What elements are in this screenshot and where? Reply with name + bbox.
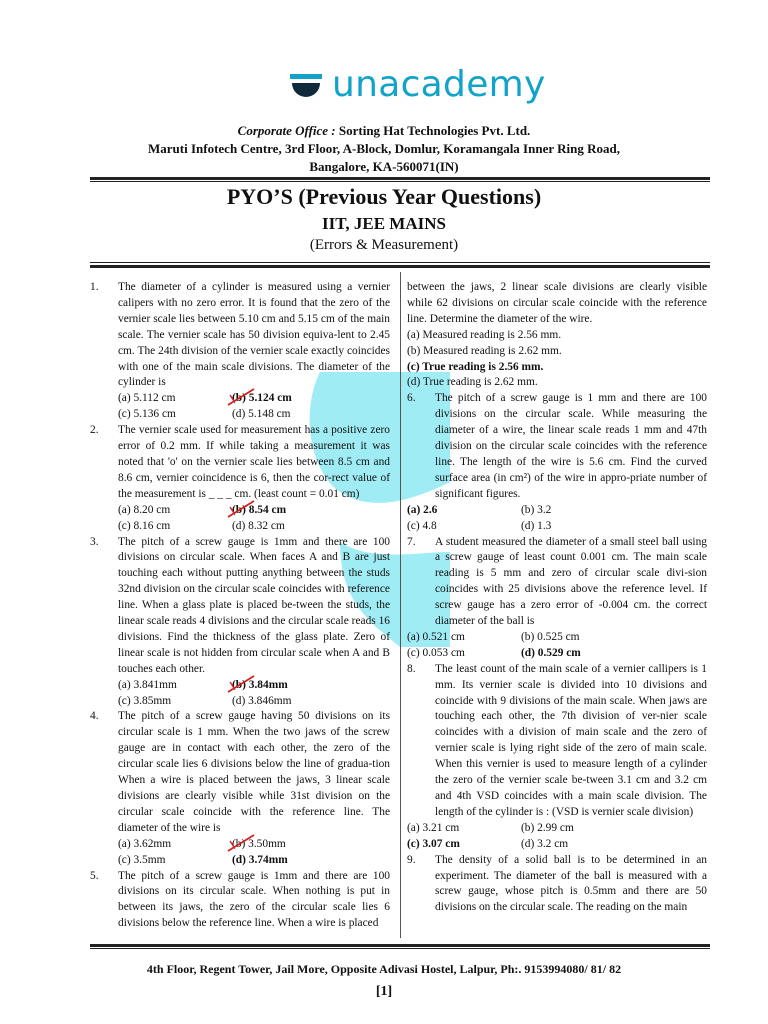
question-number: 3. xyxy=(90,535,99,548)
option-d: (d) 3.846mm xyxy=(232,694,292,707)
corporate-address-2: Bangalore, KA-560071(IN) xyxy=(309,159,459,174)
footer-address: 4th Floor, Regent Tower, Jail More, Opposite Adivasi Hostel, Lalpur, Ph:. 9153994080/ 81/ 82 xyxy=(146,962,622,976)
option-a: (a) 3.21 cm xyxy=(407,821,460,834)
question-1 xyxy=(90,280,390,391)
corporate-address-1: Maruti Infotech Centre, 3rd Floor, A-Block, Domlur, Koramangala Inner Ring Road, xyxy=(148,141,620,156)
brand-logo xyxy=(0,64,768,114)
question-7-options xyxy=(407,630,707,662)
question-number: 9. xyxy=(407,853,416,866)
question-number: 1. xyxy=(90,281,99,293)
question-7 xyxy=(407,535,707,630)
left-column xyxy=(90,280,390,932)
title-rule-thin xyxy=(90,262,710,263)
option-b-marked xyxy=(232,503,390,519)
question-2 xyxy=(90,423,390,503)
question-text: The diameter of a cylinder is measured using a vernier calipers with no zero error. It is found that the zero of the vernier scale lies between 5.10 cm and 5.15 cm of the main scale. The vernier scale has 50 division equiva-lent to 2.45 cm. The 24th division of the vernier scale exactly coincides with one of the main scale divisions. The diameter of the cylinder is xyxy=(118,281,390,389)
option-c: (c) 8.16 cm xyxy=(118,519,171,532)
option-a-answer: (a) 2.6 xyxy=(407,503,438,516)
question-6 xyxy=(407,391,707,502)
statement-c-answer: (c) True reading is 2.56 mm. xyxy=(407,360,544,373)
question-8 xyxy=(407,662,707,821)
question-5 xyxy=(90,869,390,933)
option-c-answer: (c) 3.07 cm xyxy=(407,837,460,850)
option-b: (b) 0.525 cm xyxy=(521,630,580,643)
option-a: (a) 3.62mm xyxy=(118,837,172,850)
question-4 xyxy=(90,709,390,836)
page-number: [1] xyxy=(375,984,393,999)
question-text: The least count of the main scale of a vernier callipers is 1 mm. Its vernier scale is divided into 10 divisions and coincide with 9 divisions of the main scale. When jaws are touching each other, the 7th division of ver-nier scale coincides with a division of main scale and the zero of vernier scale is lying right side of the zero of main scale. When this vernier is used to measure length of a cylinder the zero of the vernier scale be-tween 3.1 cm and 3.2 cm and 4th VSD coincides with a main scale division. The length of the cylinder is : (VSD is vernier scale division) xyxy=(435,662,707,818)
option-c: (c) 3.85mm xyxy=(118,694,172,707)
option-c: (c) 0.053 cm xyxy=(407,646,465,659)
option-b: (b) 2.99 cm xyxy=(521,821,574,834)
option-a: (a) 3.841mm xyxy=(118,678,177,691)
brand-name: unacademy xyxy=(332,64,546,105)
header-rule-thin xyxy=(90,181,710,182)
option-b-marked xyxy=(232,391,390,407)
column-divider xyxy=(400,272,401,938)
corporate-company: Sorting Hat Technologies Pvt. Ltd. xyxy=(338,123,531,138)
question-number: 8. xyxy=(407,662,416,675)
question-text: The pitch of a screw gauge is 1mm and there are 100 divisions on its circular scale. When nothing is put in between its jaws, the zero of the circular scale lies 6 divisions below the reference line. When a wire is placed xyxy=(118,869,390,930)
question-text: The vernier scale used for measurement has a positive zero error of 0.2 mm. If while taking a measurement it was noted that 'o' on the vernier scale lies between 8.5 cm and 8.6 cm, vernier coincidence is 6, then the cor-rect value of the measurement is _ _ _ cm. (least count = 0.01 cm) xyxy=(118,424,390,500)
right-column xyxy=(407,280,707,916)
pen-tick-icon xyxy=(226,833,256,855)
pen-tick-icon xyxy=(226,674,256,696)
question-5-continuation: between the jaws, 2 linear scale divisions are clearly visible while 62 divisions on circular scale coincide with the reference line. Determine the diameter of the wire. xyxy=(407,281,707,325)
pen-tick-icon xyxy=(226,387,256,409)
option-b-text: (b) 3.84mm xyxy=(232,678,288,691)
question-text: A student measured the diameter of a small steel ball using a screw gauge of least count 0.001 cm. The main scale reading is 5 mm and zero of circular scale divi-sion coincides with 25 divisions above the reference level. If screw gauge has a zero error of -0.004 cm. the correct diameter of the ball is xyxy=(435,535,707,628)
question-text: The pitch of a screw gauge is 1 mm and there are 100 divisions on the circular scale. While measuring the diameter of a wire, the linear scale reads 1 mm and 47th division on the circular scale coincides with the reference line. The length of the wire is 5.6 cm. Find the curved surface area (in cm²) of the wire in appro-priate number of significant figures. xyxy=(435,392,707,500)
option-b-text: (b) 3.50mm xyxy=(232,837,286,850)
option-d: (d) 5.148 cm xyxy=(232,408,291,421)
question-8-options xyxy=(407,821,707,853)
question-3-options xyxy=(118,678,390,710)
page-title: PYO’S (Previous Year Questions) xyxy=(226,184,542,209)
question-text: The pitch of a screw gauge is 1mm and there are 100 divisions on circular scale. When faces A and B are just touching each without putting anything between the studs 32nd division on the circular scale coincides with reference line. When a glass plate is placed be-tween the studs, the linear scale reads 4 divisions and the circular scale reads 16 divisions. Find the thickness of the glass plate. Zero of linear scale is not hidden from circular scale when A and B touches each other. xyxy=(118,535,390,675)
option-c: (c) 5.136 cm xyxy=(118,408,176,421)
statement-a: (a) Measured reading is 2.56 mm. xyxy=(407,328,562,341)
option-b: (b) 3.2 xyxy=(521,503,552,516)
footer-rule-thin xyxy=(90,948,710,949)
option-a: (a) 5.112 cm xyxy=(118,392,176,405)
question-4-options xyxy=(118,837,390,869)
option-a: (a) 8.20 cm xyxy=(118,503,171,516)
statement-b: (b) Measured reading is 2.62 mm. xyxy=(407,344,562,357)
option-d: (d) 8.32 cm xyxy=(232,519,285,532)
option-b-marked xyxy=(232,837,390,853)
option-d: (d) 1.3 xyxy=(521,519,552,532)
question-number: 7. xyxy=(407,535,416,548)
question-1-options xyxy=(118,391,390,423)
option-b-text: (b) 5.124 cm xyxy=(232,392,292,405)
title-rule-thick xyxy=(90,265,710,268)
footer-rule-thick xyxy=(90,944,710,947)
pen-tick-icon xyxy=(226,499,256,521)
question-text: The density of a solid ball is to be determined in an experiment. The diameter of the ball is measured with a screw gauge, whose pitch is 0.5mm and there are 50 divisions on the circular scale. The reading on the main xyxy=(435,853,707,914)
option-c: (c) 4.8 xyxy=(407,519,437,532)
question-number: 5. xyxy=(90,869,99,882)
question-number: 4. xyxy=(90,710,99,723)
option-d: (d) 3.2 cm xyxy=(521,837,569,850)
header-rule-thick xyxy=(90,177,710,180)
question-9 xyxy=(407,853,707,917)
question-3 xyxy=(90,535,390,678)
page-subtitle: IIT, JEE MAINS xyxy=(322,214,446,233)
option-c: (c) 3.5mm xyxy=(118,853,166,866)
question-number: 2. xyxy=(90,424,99,437)
option-b-marked xyxy=(232,678,390,694)
page-topic: (Errors & Measurement) xyxy=(309,237,459,253)
corporate-office xyxy=(0,122,768,176)
question-2-options xyxy=(118,503,390,535)
corporate-label: Corporate Office : xyxy=(237,123,336,138)
option-b-text: (b) 8.54 cm xyxy=(232,503,287,516)
option-d-answer: (d) 0.529 cm xyxy=(521,646,581,659)
unacademy-logo-icon xyxy=(288,72,324,108)
option-d-answer: (d) 3.74mm xyxy=(232,853,288,866)
question-text: The pitch of a screw gauge having 50 divisions on its circular scale is 1 mm. When the two jaws of the screw gauge are in contact with each other, the zero of the circular scale lies 6 divisions below the line of gradua-tion When a wire is placed between the jaws, 3 linear scale divisions are clearly visible while 31st division on the circular scale coincide with the reference line. The diameter of the wire is xyxy=(118,710,390,834)
question-number: 6. xyxy=(407,392,416,405)
statement-d: (d) True reading is 2.62 mm. xyxy=(407,376,538,389)
option-a: (a) 0.521 cm xyxy=(407,630,465,643)
question-6-options xyxy=(407,503,707,535)
